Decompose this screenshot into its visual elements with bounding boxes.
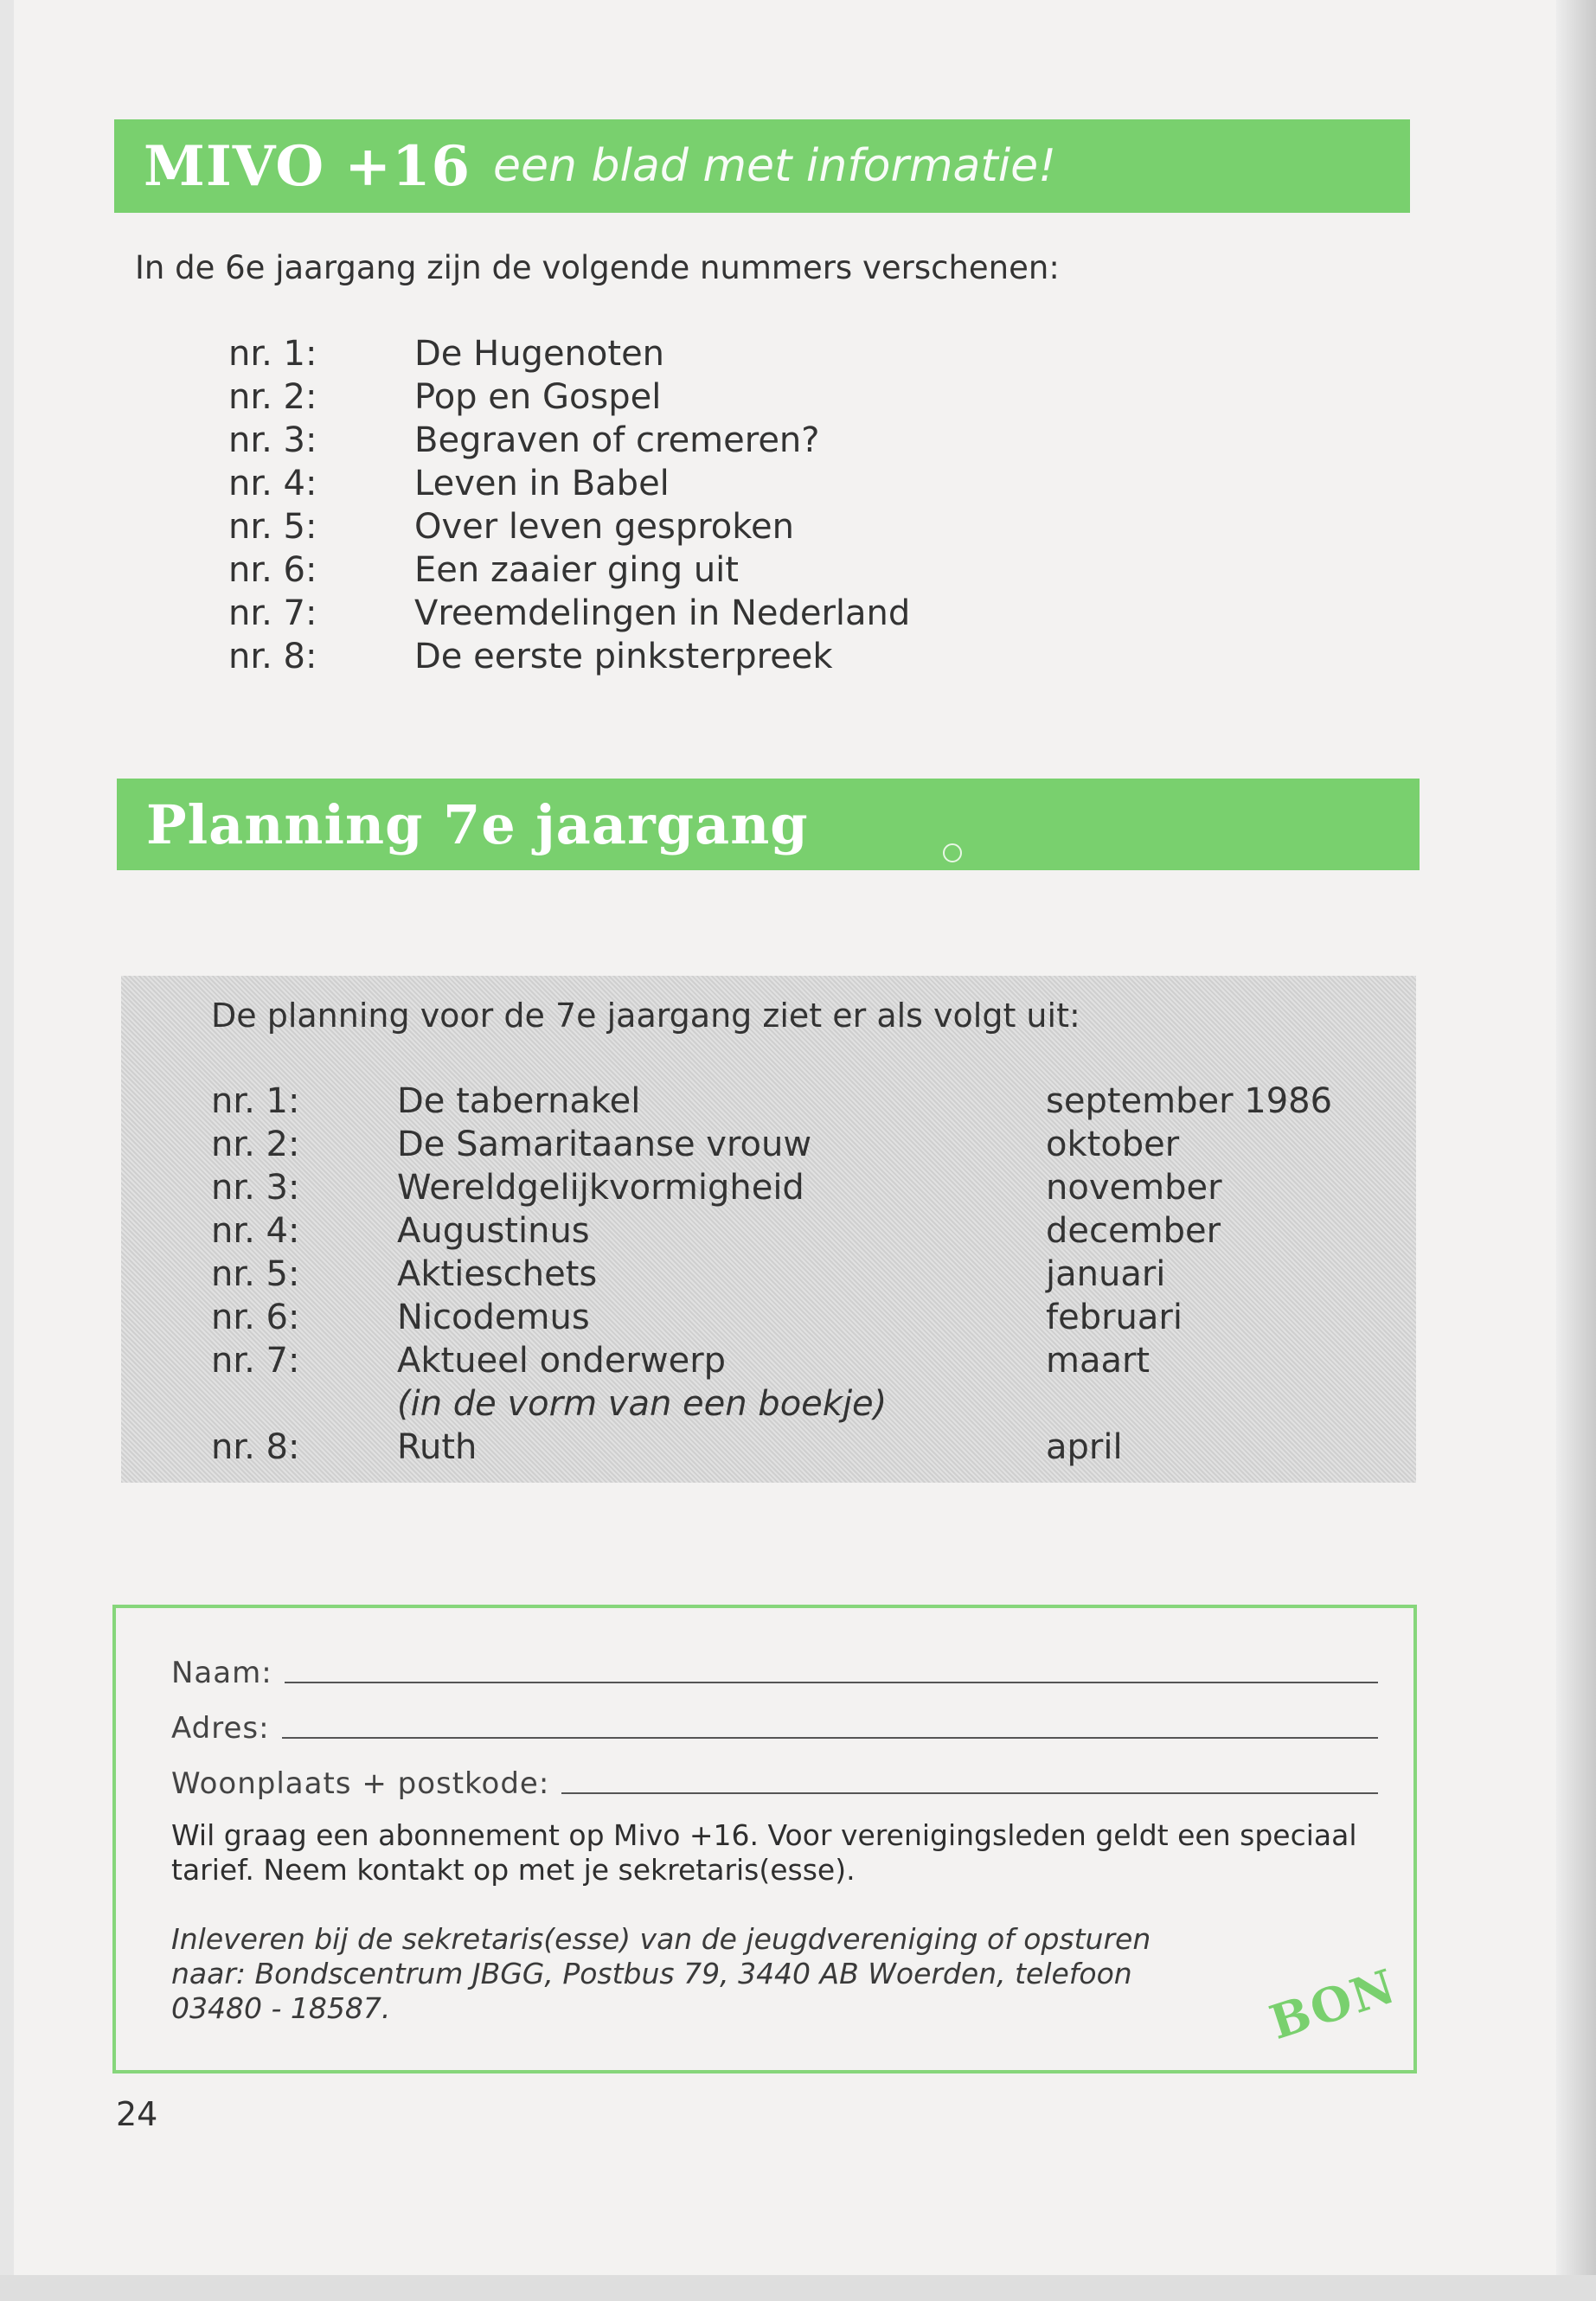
city-postcode-field[interactable] bbox=[171, 1766, 1378, 1801]
planning-list bbox=[211, 1080, 1332, 1469]
table-row: nr. 3: Wereldgelijkvormigheid november bbox=[211, 1168, 1222, 1208]
name-line[interactable] bbox=[285, 1682, 1378, 1683]
list-item: nr. 3: Begraven of cremeren? bbox=[228, 420, 820, 460]
address-label: Adres: bbox=[171, 1711, 270, 1746]
table-row: nr. 5: Aktieschets januari bbox=[211, 1254, 1166, 1294]
table-row: nr. 1: De tabernakel september 1986 bbox=[211, 1081, 1333, 1121]
list-item: nr. 5: Over leven gesproken bbox=[228, 507, 794, 547]
list-item: nr. 6: Een zaaier ging uit bbox=[228, 550, 739, 590]
header-planning-title: Planning 7e jaargang bbox=[146, 792, 809, 856]
name-field[interactable] bbox=[171, 1656, 1378, 1690]
page-edge-shadow bbox=[1556, 0, 1596, 2275]
bon-stamp: BON bbox=[1263, 1958, 1403, 2050]
name-label: Naam: bbox=[171, 1656, 272, 1690]
list-item: nr. 2: Pop en Gospel bbox=[228, 377, 662, 417]
header-mivo bbox=[114, 119, 1410, 213]
address-line[interactable] bbox=[282, 1737, 1378, 1739]
list-item: nr. 8: De eerste pinksterpreek bbox=[228, 637, 833, 676]
table-row: (in de vorm van een boekje) bbox=[397, 1384, 888, 1424]
list-item: nr. 4: Leven in Babel bbox=[228, 464, 670, 503]
table-row: nr. 7: Aktueel onderwerp maart bbox=[211, 1341, 1151, 1381]
submission-instructions: Inleveren bij de sekretaris(esse) van de jeugdvereniging of opsturen naar: Bondscentrum JBGG, Postbus 79, 3440 AB Woerden, telefoon 03480 - 18587. bbox=[171, 1922, 1151, 2025]
list-item: nr. 1: De Hugenoten bbox=[228, 334, 665, 374]
published-list bbox=[228, 332, 910, 678]
circle-mark-icon bbox=[943, 843, 962, 862]
intro-published: In de 6e jaargang zijn de volgende nummers verschenen: bbox=[135, 249, 1060, 286]
city-postcode-label: Woonplaats + postkode: bbox=[171, 1766, 550, 1801]
list-item: nr. 7: Vreemdelingen in Nederland bbox=[228, 593, 911, 633]
subscription-notice: Wil graag een abonnement op Mivo +16. Voor verenigingsleden geldt een speciaal tarief. Neem kontakt op met je sekretaris(esse). bbox=[171, 1818, 1357, 1887]
table-row: nr. 4: Augustinus december bbox=[211, 1211, 1221, 1251]
table-row: nr. 6: Nicodemus februari bbox=[211, 1298, 1183, 1337]
header-planning bbox=[117, 779, 1420, 870]
table-row: nr. 2: De Samaritaanse vrouw oktober bbox=[211, 1125, 1180, 1164]
page-bottom-edge bbox=[0, 2275, 1596, 2301]
page-number: 24 bbox=[116, 2095, 158, 2133]
intro-planning: De planning voor de 7e jaargang ziet er als volgt uit: bbox=[211, 997, 1080, 1035]
header-mivo-subtitle: een blad met informatie! bbox=[493, 140, 1057, 192]
header-mivo-title: MIVO +16 bbox=[144, 133, 471, 199]
address-field[interactable] bbox=[171, 1711, 1378, 1746]
city-postcode-line[interactable] bbox=[561, 1792, 1378, 1794]
table-row: nr. 8: Ruth april bbox=[211, 1427, 1123, 1467]
